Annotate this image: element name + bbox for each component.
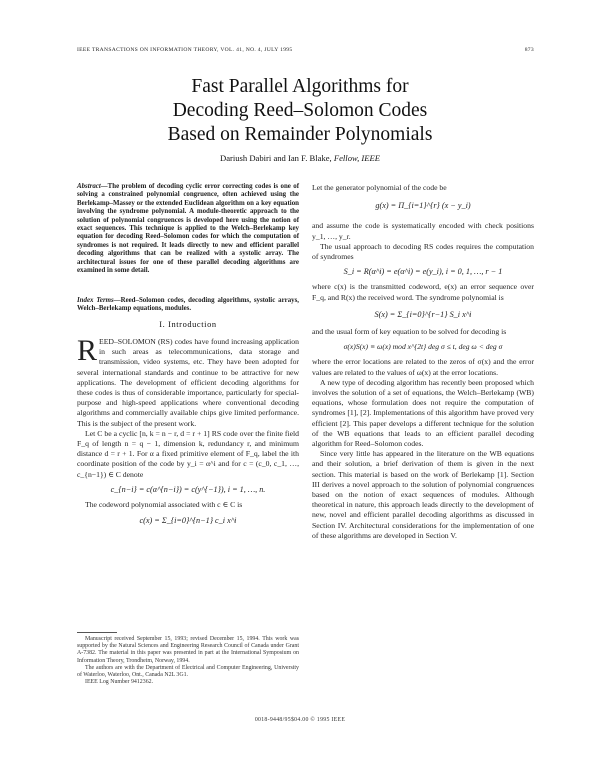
right-paragraph-8: Since very little has appeared in the literature on the WB equations and their solution, a brief derivation of them is given in the next section. This material is based on the work of Berlekamp [1]. Section III derives a novel approach to the solution of polynomial congruences based on the notion of exact sequences of modules. Although theoretical in nature, this approach leads directly to the development of new, novel and efficient parallel decoding algorithms as discussed in Section IV. Architectural considerations for the implementation of one of these algorithms are developed in Section V.	[312, 449, 534, 540]
footnote-rule	[77, 632, 117, 633]
intro-body	[77, 334, 299, 532]
right-paragraph-7: A new type of decoding algorithm has recently been proposed which involves the solution of a set of equations, the Welch–Berlekamp (WB) equations, whose formulation does not require the computation of syndromes [1], [2]. Implementations of this algorithm have proved very efficient [2]. This paper develops a different technique for the solution of the WB equations that leads to an efficient parallel decoding algorithm for Reed–Solomon codes.	[312, 377, 534, 449]
intro-paragraph-1: REED–SOLOMON (RS) codes have found increasing application in such areas as telecommunications, data storage and transmission, video systems, etc. They have been adopted for several international standards and continue to be attractive for new applications. The development of efficient decoding algorithms for these codes is thus of considerable importance, particularly for special-purpose and high-speed applications where conventional decoding algorithms and commercially available chips give limited performance. This is the subject of the present work.	[77, 334, 299, 428]
drop-cap: R	[77, 334, 98, 367]
right-column	[312, 183, 534, 541]
right-paragraph-3: The usual approach to decoding RS codes requires the computation of syndromes	[312, 241, 534, 262]
footnote-ieee-log: IEEE Log Number 9412362.	[85, 679, 154, 686]
abstract-label: Abstract—	[77, 183, 108, 190]
right-paragraph-5: and the usual form of key equation to be solved for decoding is	[312, 327, 507, 337]
right-paragraph-6: where the error locations are related to the zeros of σ(x) and the error values are related to the values of ω(x) at the error locations.	[312, 357, 534, 377]
right-paragraph-4: where c(x) is the transmitted codeword, e(x) an error sequence over F_q, and R(x) the received word. The syndrome polynomial is	[312, 282, 534, 302]
index-terms-text: Reed–Solomon codes, decoding algorithms, systolic arrays, Welch–Berlekamp equations, modules.	[77, 297, 299, 313]
abstract	[77, 183, 299, 275]
equation-generator-polynomial: g(x) = Π_{i=1}^{r} (x − y_i)	[375, 201, 471, 211]
intro-paragraph-2: Let C be a cyclic [n, k = n − r, d = r + 1] RS code over the finite field F_q of length n = q − 1, dimension k, redundancy r, and minimum distance d = r + 1. For α a fixed primitive element of F_q, label the ith coordinate position of the code by y_i = α^i and for c = (c_0, c_1, …, c_{n−1}) ∈ C denote	[77, 428, 299, 479]
footnote-affiliation: The authors are with the Department of Electrical and Computer Engineering, University of Waterloo, Waterloo, Ont., Canada N2L 3G1.	[77, 664, 299, 679]
equation-syndrome-polynomial: S(x) = Σ_{i=0}^{r−1} S_i x^i	[374, 309, 472, 319]
section-heading: I. Introduction	[159, 320, 217, 329]
title-line-2: Decoding Reed–Solomon Codes	[172, 100, 428, 121]
right-paragraph-1: Let the generator polynomial of the code be	[312, 183, 447, 192]
index-terms-label: Index Terms—	[77, 297, 121, 304]
abstract-text: The problem of decoding cyclic error correcting codes is one of solving a constrained polynomial congruence, often achieved using the Berlekamp–Massey or the extended Euclidean algorithm on a key equation involving the syndrome polynomial. A module-theoretic approach to the solution of polynomial congruences is developed here using the notion of exact sequences. This technique is applied to the Welch–Berlekamp key equation for decoding Reed–Solomon codes for which the computation of syndromes is not required. It leads directly to new and efficient parallel decoding algorithms that can be realized with a systolic array. The architectural issues for one of these parallel decoding algorithms are examined in some detail.	[77, 183, 299, 275]
title-line-1: Fast Parallel Algorithms for	[191, 76, 409, 97]
footnote-received: Manuscript received September 15, 1993; revised December 15, 1994. This work was supported by the Natural Sciences and Engineering Research Council of Canada under Grant A-7382. The material in this paper was presented in part at the International Symposium on Information Theory, Trondheim, Norway, 1994.	[77, 636, 299, 664]
author-names: Dariush Dabiri and Ian F. Blake,	[219, 153, 332, 163]
equation-syndromes: S_i = R(α^i) = e(α^i) = e(y_i), i = 0, 1, …, r − 1	[343, 267, 503, 277]
copyright-line: 0018-9448/95$04.00 © 1995 IEEE	[254, 717, 346, 723]
right-paragraph-2: and assume the code is systematically encoded with check positions y_1, …, y_r.	[312, 221, 534, 241]
author-line	[0, 153, 600, 163]
equation-key-equation: σ(x)S(x) ≡ ω(x) mod x^{2t} deg σ ≤ t, deg ω < deg σ	[343, 342, 503, 352]
title-line-3: Based on Remainder Polynomials	[167, 124, 433, 145]
intro-paragraph-3: The codeword polynomial associated with c ∈ C is	[85, 500, 243, 510]
page-number: 873	[524, 47, 534, 53]
footnotes	[77, 636, 299, 686]
journal-header: IEEE TRANSACTIONS ON INFORMATION THEORY, VOL. 41, NO. 4, JULY 1995	[77, 47, 293, 53]
equation-codeword-polynomial: c(x) = Σ_{i=0}^{n−1} c_i x^i	[139, 516, 237, 526]
index-terms	[77, 297, 299, 314]
equation-codeword-components: c_{n−i} = c(α^{n−i}) = c(y^{−1}), i = 1, …, n.	[110, 484, 266, 494]
author-title: Fellow, IEEE	[333, 153, 380, 163]
